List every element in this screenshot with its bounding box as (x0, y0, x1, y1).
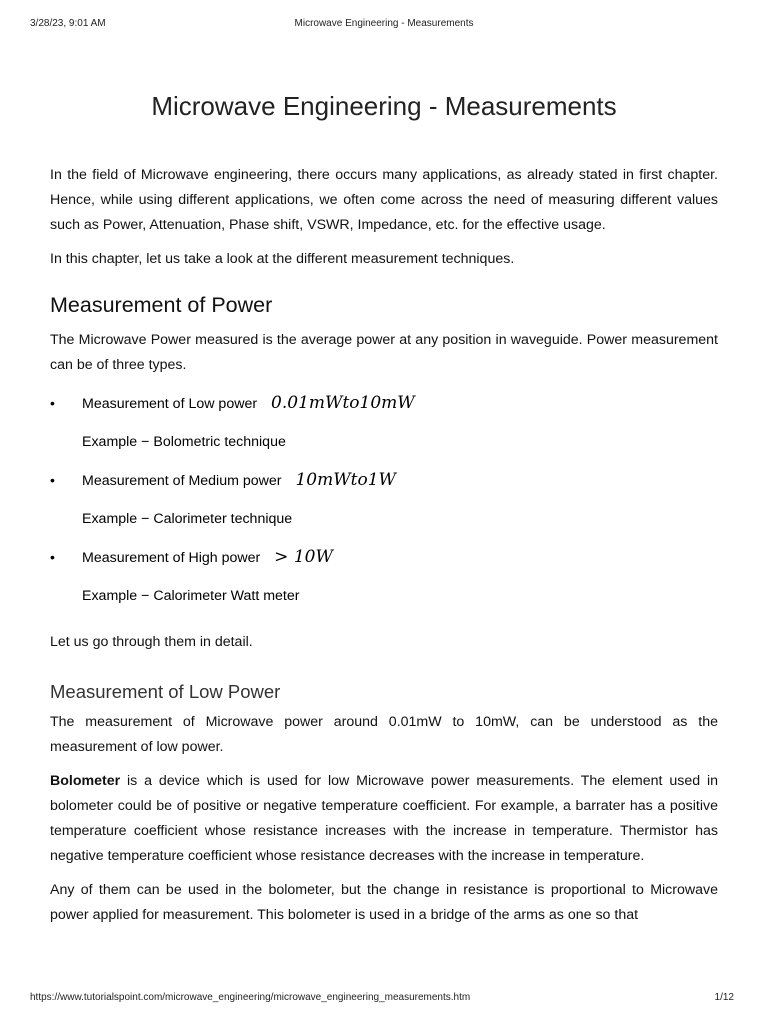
page-url: https://www.tutorialspoint.com/microwave_engineering/microwave_engineering_measurements.htm (30, 992, 471, 1003)
item-example: Example − Calorimeter Watt meter (82, 588, 300, 604)
intro-paragraph-2: In this chapter, let us take a look at the different measurement techniques. (50, 251, 515, 267)
item-math: 10mWto1W (295, 470, 397, 490)
item-label: Measurement of Low power (82, 396, 258, 412)
low-power-paragraph: The measurement of Microwave power around 0.01mW to 10mW, can be understood as the measurement of low power. (50, 714, 718, 755)
section-heading-low-power: Measurement of Low Power (50, 681, 281, 702)
bullet-icon: • (50, 395, 55, 411)
item-example: Example − Calorimeter technique (82, 511, 293, 527)
list-item (50, 468, 718, 532)
page-number: 1/12 (714, 992, 734, 1003)
print-header (0, 18, 768, 32)
intro-paragraph: In the field of Microwave engineering, there occurs many applications, as already stated in first chapter. Hence, while using different applications, we often come across the need of measuring different values such as Power, Attenuation, Phase shift, VSWR, Impedance, etc. for the effective usage. (50, 167, 718, 233)
bolometer-description: is a device which is used for low Microwave power measurements. The element used in bolometer could be of positive or negative temperature coefficient. For example, a barrater has a positive temperature coefficient whose resistance increases with the increase in temperature. Thermistor has negative temperature coefficient whose resistance decreases with the increase in temperature. (50, 773, 718, 864)
bullet-icon: • (50, 549, 55, 565)
bolometer-term: Bolometer (50, 773, 121, 789)
item-math: > 10W (274, 547, 333, 567)
article (50, 86, 718, 937)
print-footer (0, 992, 768, 1006)
print-timestamp: 3/28/23, 9:01 AM (30, 18, 106, 29)
item-example: Example − Bolometric technique (82, 434, 286, 450)
power-types-list (50, 391, 718, 609)
list-item (50, 391, 718, 455)
item-label: Measurement of High power (82, 550, 261, 566)
page-title: Microwave Engineering - Measurements (151, 91, 617, 121)
item-math: 0.01mWto10mW (271, 393, 415, 413)
item-label: Measurement of Medium power (82, 473, 282, 489)
bolometer-paragraph (50, 769, 718, 869)
detail-paragraph: Let us go through them in detail. (50, 634, 253, 650)
bolometer-bridge-paragraph: Any of them can be used in the bolometer, but the change in resistance is proportional to Microwave power applied for measurement. This bolometer is used in a bridge of the arms as one so that (50, 882, 718, 923)
power-intro-paragraph: The Microwave Power measured is the average power at any position in waveguide. Power measurement can be of three types. (50, 332, 718, 373)
bullet-icon: • (50, 472, 55, 488)
print-title: Microwave Engineering - Measurements (294, 18, 474, 29)
section-heading-power: Measurement of Power (50, 293, 273, 317)
list-item (50, 545, 718, 609)
